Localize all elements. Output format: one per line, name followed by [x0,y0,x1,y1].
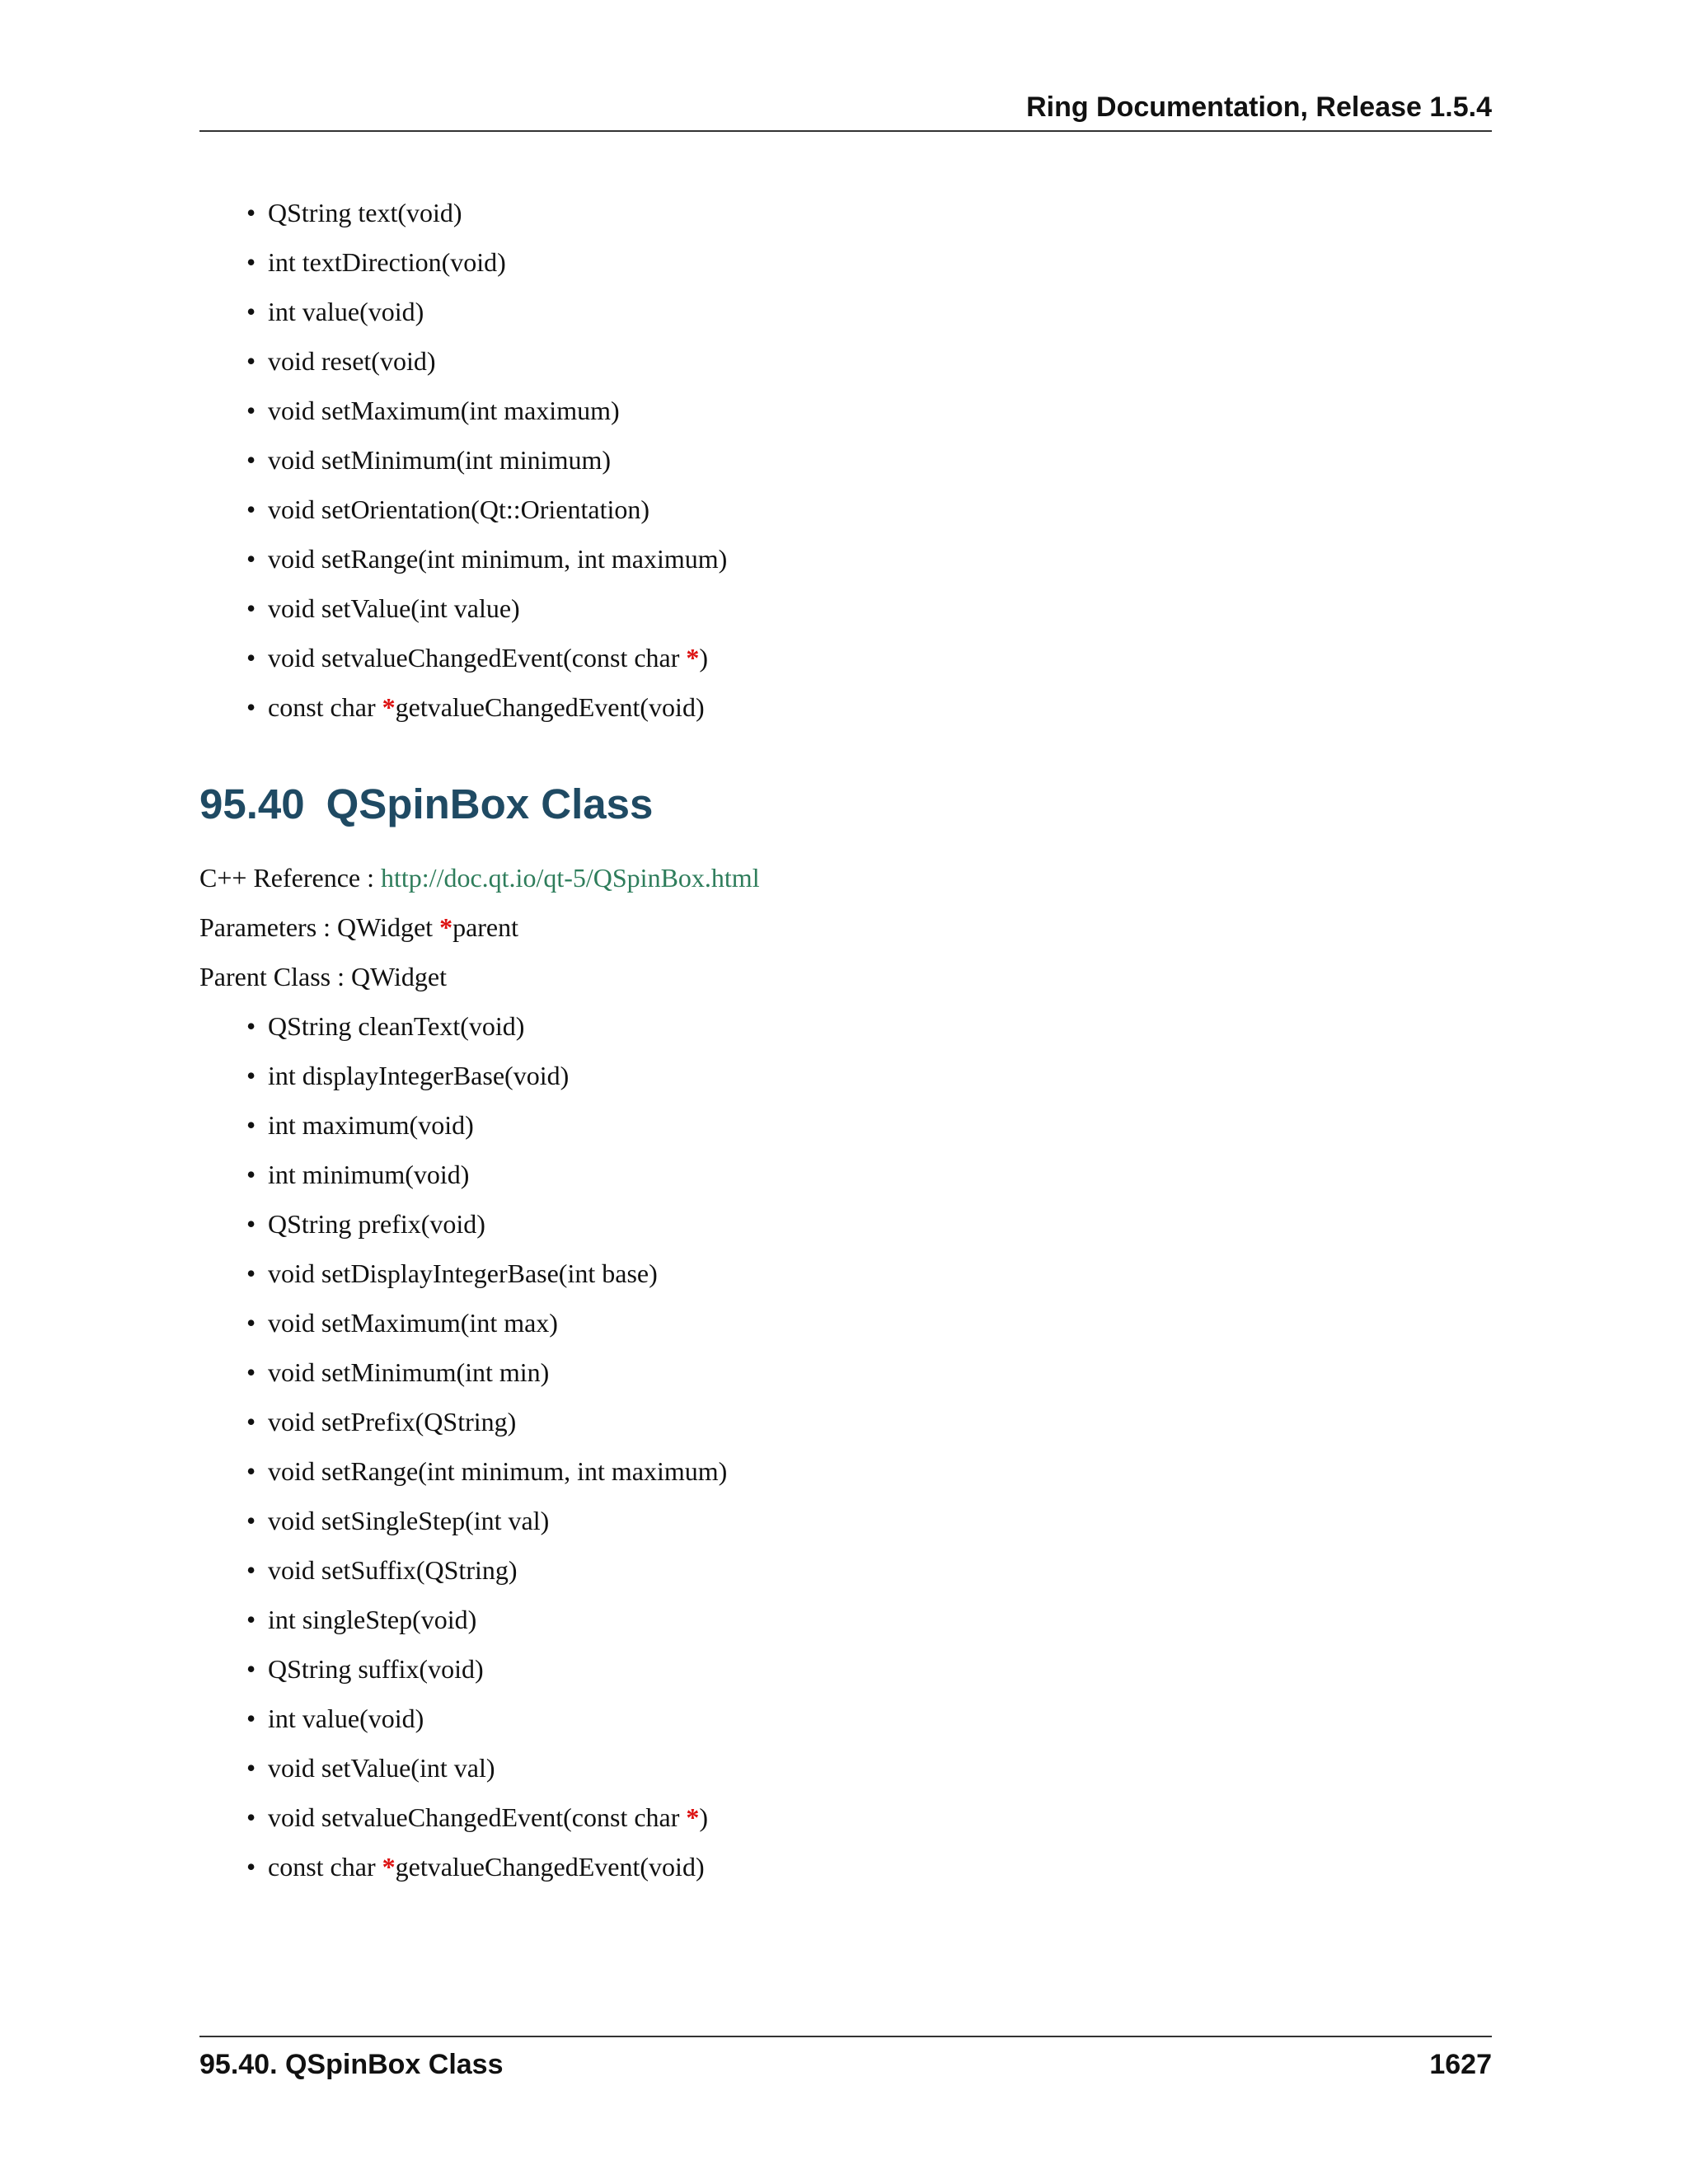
list-item: • int singleStep(void) [268,1603,1492,1636]
list-item: • void setvalueChangedEvent(const char *) [268,1801,1492,1834]
list-item: • void setPrefix(QString) [268,1405,1492,1438]
list-item: • void reset(void) [268,344,1492,377]
list-item: • void setDisplayIntegerBase(int base) [268,1257,1492,1290]
list-item: • const char *getvalueChangedEvent(void) [268,1850,1492,1883]
method-list-qspinbox [199,1010,1492,1883]
cpp-reference-label: C++ Reference : [199,863,381,893]
document-title: Ring Documentation, Release 1.5.4 [1026,91,1492,123]
parent-class-line: Parent Class : QWidget [199,962,447,991]
list-item: • int minimum(void) [268,1158,1492,1191]
list-item: • QString cleanText(void) [268,1010,1492,1043]
page-number: 1627 [1429,2049,1492,2080]
list-item: • int value(void) [268,295,1492,328]
cpp-reference-link[interactable]: http://doc.qt.io/qt-5/QSpinBox.html [381,863,760,893]
list-item: • void setMaximum(int max) [268,1306,1492,1339]
list-item: • void setRange(int minimum, int maximum) [268,542,1492,575]
footer-section-title: 95.40. QSpinBox Class [199,2049,504,2080]
list-item: • void setOrientation(Qt::Orientation) [268,493,1492,526]
section-title: QSpinBox Class [326,780,654,827]
list-item: • int maximum(void) [268,1108,1492,1141]
list-item: • void setValue(int value) [268,592,1492,625]
list-item: • QString suffix(void) [268,1652,1492,1685]
page-body [199,196,1492,1883]
list-item: • int displayIntegerBase(void) [268,1059,1492,1092]
list-item: • void setMinimum(int minimum) [268,443,1492,476]
list-item: • void setvalueChangedEvent(const char *) [268,641,1492,674]
method-list-previous-class [199,196,1492,724]
list-item: • void setSuffix(QString) [268,1554,1492,1586]
list-item: • int textDirection(void) [268,246,1492,279]
section-heading [199,780,1492,829]
list-item: • const char *getvalueChangedEvent(void) [268,691,1492,724]
list-item: • void setSingleStep(int val) [268,1504,1492,1537]
page-header [199,89,1492,132]
list-item: • QString text(void) [268,196,1492,229]
page-footer [199,2036,1492,2095]
list-item: • QString prefix(void) [268,1207,1492,1240]
list-item: • void setValue(int val) [268,1751,1492,1784]
class-info [199,861,1492,993]
cpp-reference-line [199,861,1492,894]
list-item: • void setMinimum(int min) [268,1356,1492,1389]
list-item: • void setMaximum(int maximum) [268,394,1492,427]
list-item: • int value(void) [268,1702,1492,1735]
list-item: • void setRange(int minimum, int maximum) [268,1455,1492,1488]
parameters-line: Parameters : QWidget *parent [199,912,519,942]
section-number: 95.40 [199,780,305,827]
